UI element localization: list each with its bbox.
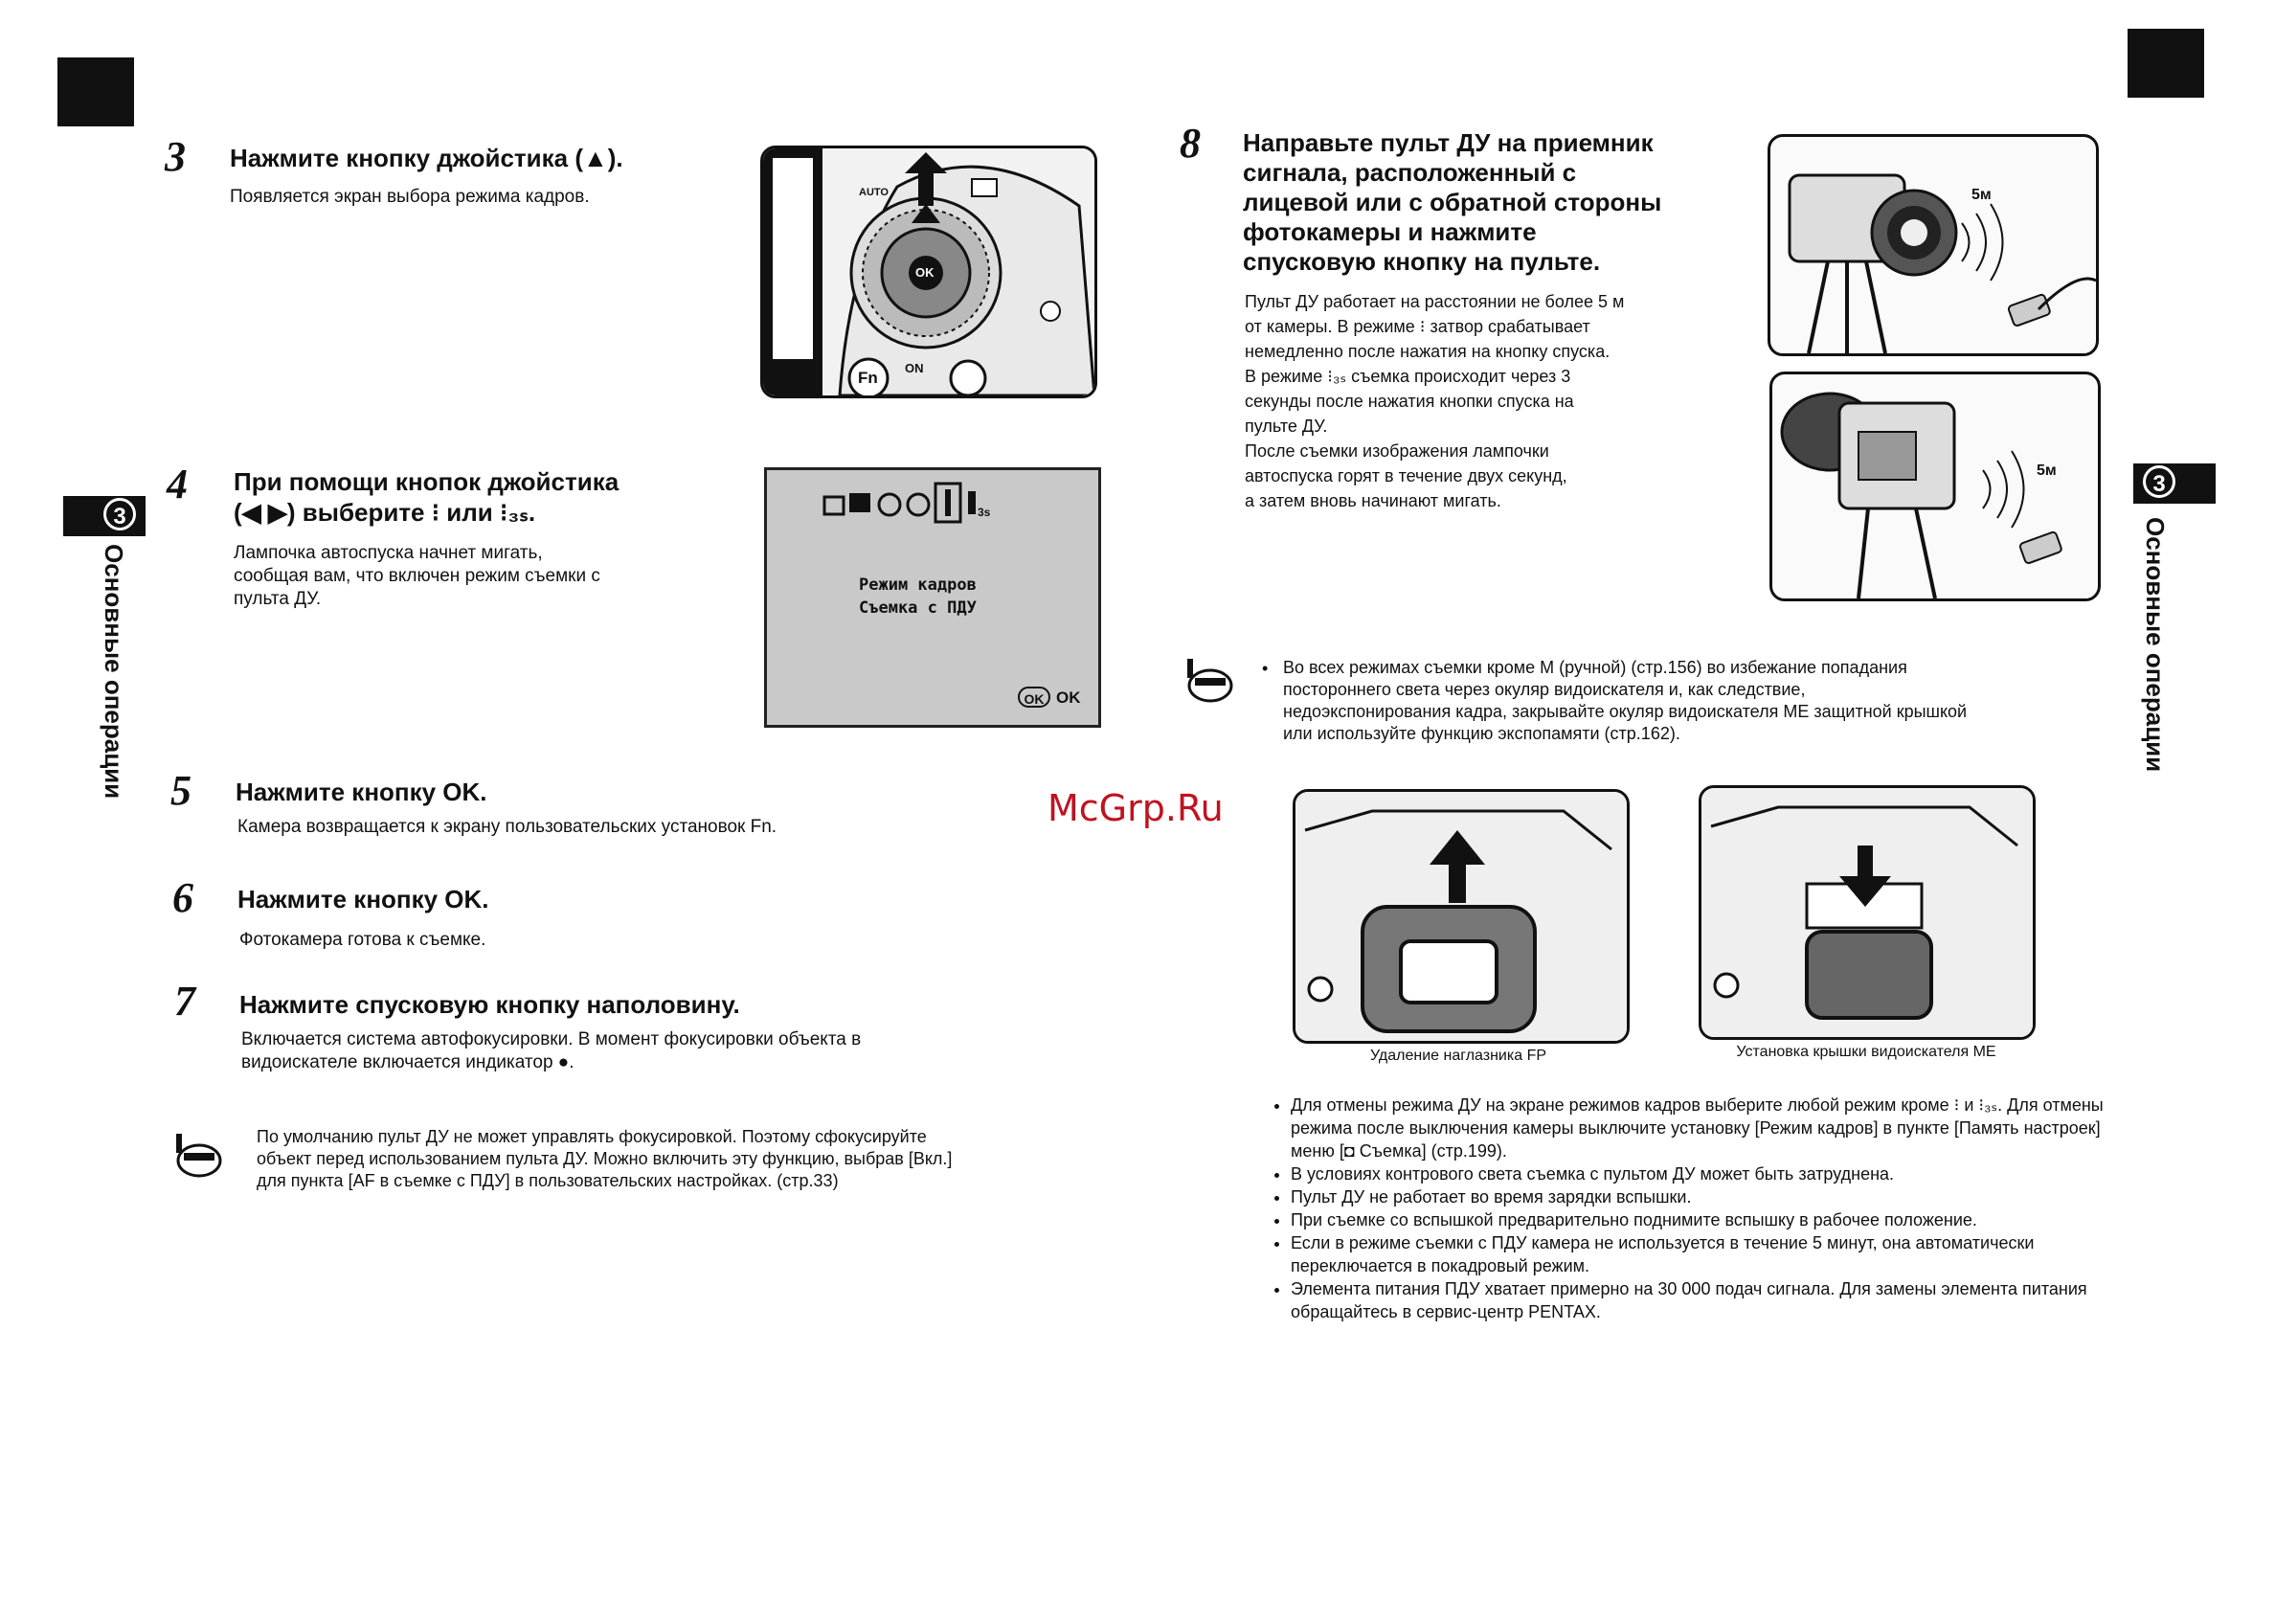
step-8-body-line: Пульт ДУ работает на расстоянии не более 5 м [1245,292,1625,311]
remote-front-distance: 5м [1971,187,1992,203]
caption-eyecup-removal: Удаление наглазника FP [1369,1048,1547,1064]
step-6-body: Фотокамера готова к съемке. [239,930,486,950]
memo-right-line: Во всех режимах съемки кроме M (ручной) (стр.156) во избежание попадания [1283,658,1907,677]
step-3-title: Нажмите кнопку джойстика (▲). [230,144,623,172]
side-tab-number: 3 [103,498,136,530]
notes-list-item: • Для отмены режима ДУ на экране режимов кадров выберите любой режим кроме ⁝ и ⁝₃ₛ. Для отмены режима после выключения камеры выключите установку [Режим кадров] в пункте [Память настроек] меню [◘ Съемка] (стр.199). [1291,1094,2133,1162]
notes-list-item: • При съемке со вспышкой предварительно поднимите вспышку в рабочее положение. [1291,1208,2133,1231]
step-8-title-line: сигнала, расположенный с [1243,158,1577,187]
memo-left-line: По умолчанию пульт ДУ не может управлять фокусировкой. Поэтому сфокусируйте [257,1127,927,1146]
step-4-body-line: Лампочка автоспуска начнет мигать, [234,543,543,563]
memo-left-line: объект перед использованием пульта ДУ. Можно включить эту функцию, выбрав [Вкл.] [257,1149,953,1168]
step-8-title-line: Направьте пульт ДУ на приемник [1243,128,1654,157]
notes-list-item: • В условиях контрового света съемка с пультом ДУ может быть затруднена. [1291,1162,2133,1185]
step-8-body-line: секунды после нажатия кнопки спуска на [1245,392,1574,411]
svg-text:3s: 3s [978,506,991,519]
lcd-line-2: Съемка с ПДУ [859,598,977,618]
step-6-title: Нажмите кнопку OK. [237,885,489,914]
remote-rear-drawing [1772,374,2098,598]
step-4-body [234,542,600,611]
memo-left-line: для пункта [AF в съемке с ПДУ] в пользовательских настройках. (стр.33) [257,1171,839,1190]
memo-icon-left [170,1132,224,1182]
caption-eyepiece-cap: Установка крышки видоискателя ME [1736,1044,1996,1060]
notes-list-item: • Если в режиме съемки с ПДУ камера не используется в течение 5 минут, она автоматически переключается в покадровый режим. [1291,1231,2133,1277]
lcd-ok-label: OK [1056,688,1081,707]
step-6-number: 6 [172,874,193,921]
lcd-ok-icon [1018,687,1050,708]
dial-auto-label: AUTO [859,187,889,198]
step-5-number: 5 [170,767,191,814]
step-7-title: Нажмите спусковую кнопку наполовину. [239,990,740,1019]
lcd-line-1: Режим кадров [859,575,977,595]
step-8-body-line: пульте ДУ. [1245,417,1328,436]
step-3-number: 3 [165,133,186,180]
eyepiece-cap-drawing [1701,788,2033,1037]
watermark: McGrp.Ru [1047,787,1224,829]
step-8-title-line: фотокамеры и нажмите [1243,217,1537,246]
step-8-body [1245,289,1624,513]
dial-ok-label: OK [915,265,935,280]
dial-fn-label: Fn [858,369,878,387]
step-7-body-line: Включается система автофокусировки. В момент фокусировки объекта в [241,1029,862,1049]
memo-right-bullet: • [1262,659,1269,678]
step-7-body [241,1028,861,1074]
step-7-number: 7 [174,978,195,1025]
step-8-body-line: После съемки изображения лампочки [1245,441,1549,461]
step-5-body: Камера возвращается к экрану пользовательских установок Fn. [237,817,777,837]
notes-list-item: • Элемента питания ПДУ хватает примерно на 30 000 подач сигнала. Для замены элемента питания обращайтесь в сервис-центр PENTAX. [1291,1277,2133,1323]
notes-list-item: • Пульт ДУ не работает во время зарядки вспышки. [1291,1185,2133,1208]
step-8-body-line: В режиме ⁝₃ₛ съемка происходит через 3 [1245,367,1571,386]
memo-right-line: постороннего света через окуляр видоискателя и, как следствие, [1283,680,1806,699]
notes-list [1270,1094,2133,1323]
step-8-title [1243,128,1661,277]
side-tab-right [2133,463,2216,504]
memo-right-text [1283,657,1967,745]
eyepiece-cap-illustration [1699,785,2036,1040]
step-4-title-line2: (◀ ▶) выберите ⁝ или ⁝₃ₛ. [234,498,536,527]
side-tab-label-right: Основные операции [2141,517,2170,773]
step-5-title: Нажмите кнопку OK. [236,778,487,806]
side-tab-number-right: 3 [2143,465,2175,498]
corner-mark-right [2128,29,2204,98]
remote-rear-illustration [1769,372,2101,601]
step-3-body: Появляется экран выбора режима кадров. [230,187,590,207]
step-8-title-line: спусковую кнопку на пульте. [1243,247,1601,276]
lcd-ok-icon-text: OK [1024,691,1045,707]
remote-front-illustration [1768,134,2099,356]
step-8-number: 8 [1180,120,1201,167]
step-8-body-line: а затем вновь начинают мигать. [1245,491,1501,510]
remote-front-drawing [1770,137,2096,353]
joystick-dial-illustration [760,146,1097,398]
drive-mode-lcd-screen [764,467,1101,728]
drive-mode-icons-row [767,470,1098,528]
dial-on-label: ON [905,361,924,375]
step-4-body-line: пульта ДУ. [234,589,322,609]
side-tab-left [63,496,146,536]
remote-rear-distance: 5м [2037,462,2057,479]
side-tab-label-left: Основные операции [100,544,128,800]
step-4-number: 4 [167,461,188,508]
step-4-title-line1: При помощи кнопок джойстика [234,467,619,496]
eyecup-removal-drawing [1295,792,1627,1041]
step-7-body-line: видоискателе включается индикатор ●. [241,1052,574,1072]
step-8-title-line: лицевой или с обратной стороны [1243,188,1662,216]
step-8-body-line: немедленно после нажатия на кнопку спуска. [1245,342,1611,361]
memo-left-text [257,1126,952,1192]
eyecup-removal-illustration [1293,789,1630,1044]
memo-icon-right [1182,657,1235,707]
memo-right-line: недоэкспонирования кадра, закрывайте окуляр видоискателя ME защитной крышкой [1283,702,1968,721]
step-8-body-line: автоспуска горят в течение двух секунд, [1245,466,1567,485]
step-8-body-line: от камеры. В режиме ⁝ затвор срабатывает [1245,317,1590,336]
corner-mark-left [57,57,134,126]
step-4-body-line: сообщая вам, что включен режим съемки с [234,566,600,586]
memo-right-line: или используйте функцию экспопамяти (стр.162). [1283,724,1680,743]
